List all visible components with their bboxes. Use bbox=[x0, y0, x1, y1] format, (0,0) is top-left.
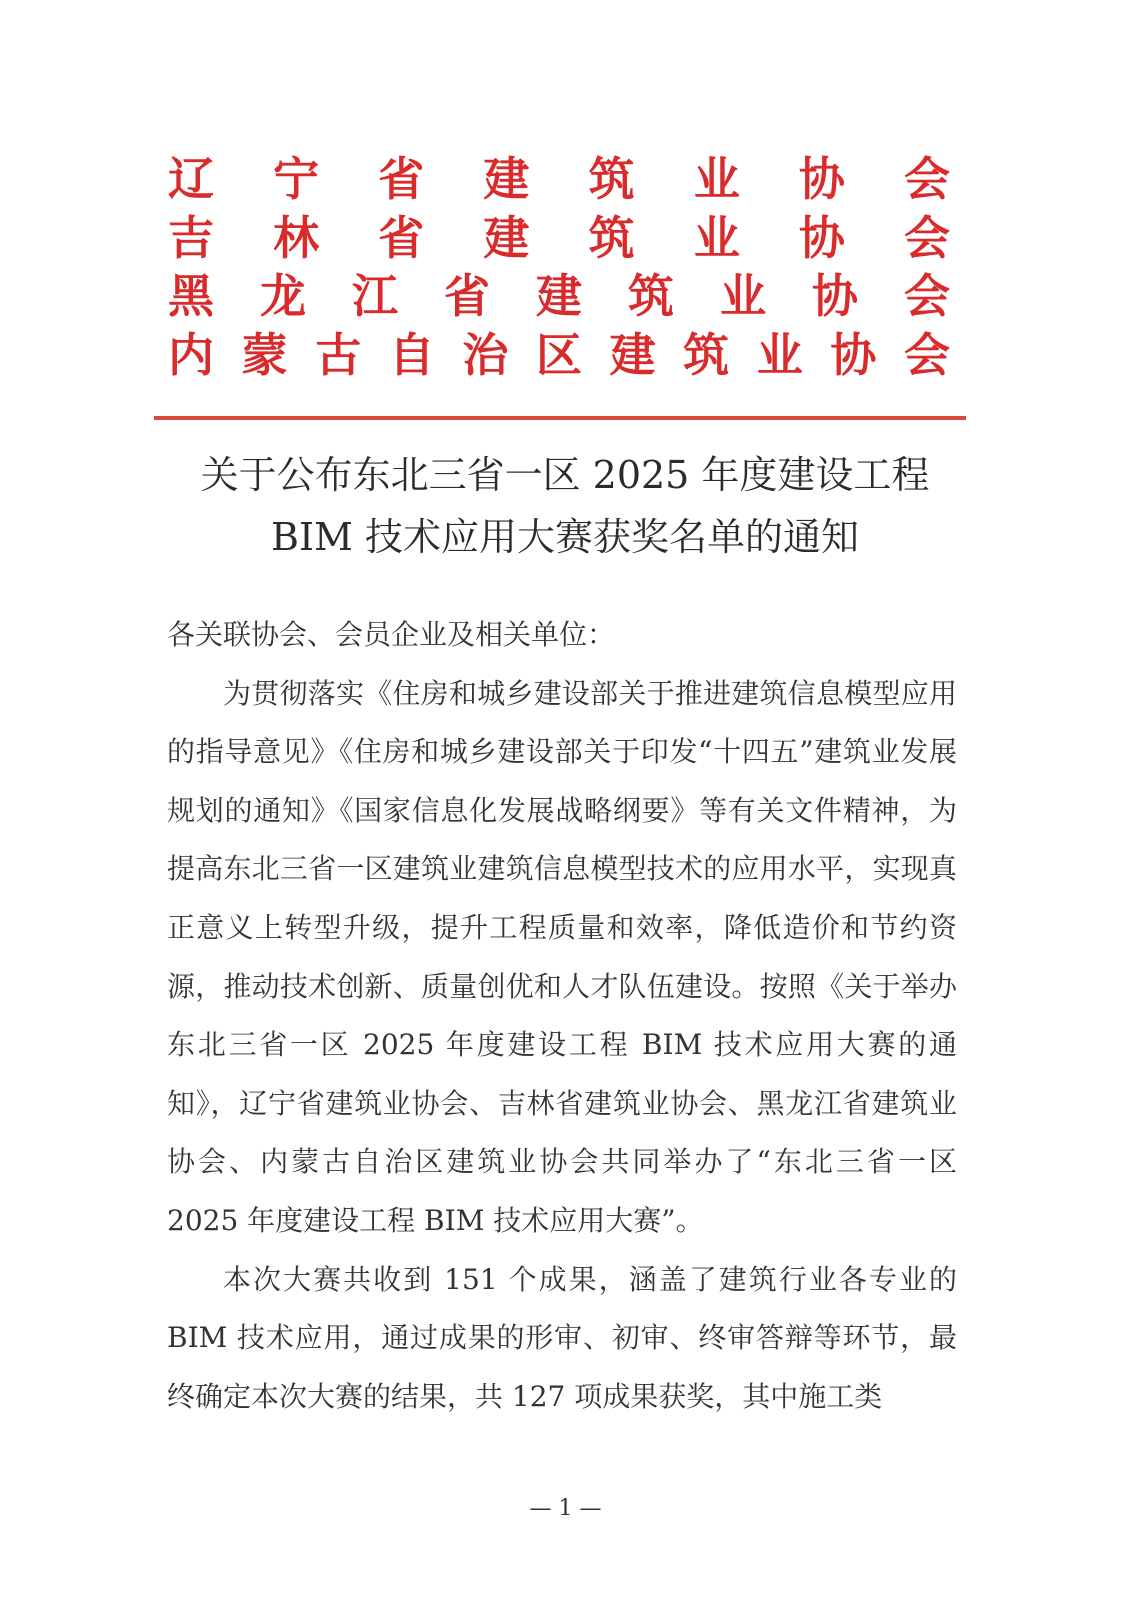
issuer-line-liaoning bbox=[168, 150, 950, 209]
issuer-char: 协 bbox=[798, 152, 845, 206]
issuer-char: 筑 bbox=[588, 210, 635, 265]
issuer-char: 协 bbox=[812, 269, 858, 323]
title-line-2: BIM 技术应用大赛获奖名单的通知 bbox=[271, 515, 859, 559]
issuer-char: 宁 bbox=[273, 152, 320, 206]
issuer-char: 吉 bbox=[168, 210, 214, 265]
issuer-char: 自 bbox=[388, 327, 435, 382]
issuer-char: 内 bbox=[168, 327, 214, 382]
issuer-line-jilin bbox=[168, 209, 950, 268]
paragraph-1: 为贯彻落实《住房和城乡建设部关于推进建筑信息模型应用的指导意见》《住房和城乡建设部关于印发“十四五”建筑业发展规划的通知》《国家信息化发展战略纲要》等有关文件精神，为提高东北三省一区建筑业建筑信息模型技术的应用水平，实现真正意义上转型升级，提升工程质量和效率，降低造价和节约资源，推动技术创新、质量创优和人才队伍建设。按照《关于举办东北三省一区 2025 年度建设工程 BIM 技术应用大赛的通知》，辽宁省建筑业协会、吉林省建筑业协会、黑龙江省建筑业协会、内蒙古自治区建筑业协会共同举办了“东北三省一区 2025 年度建设工程 BIM 技术应用大赛”。 bbox=[167, 676, 957, 1237]
issuer-char: 建 bbox=[483, 152, 530, 206]
document-title bbox=[140, 444, 990, 568]
page-number: — 1 — bbox=[529, 1496, 602, 1521]
header-divider bbox=[154, 416, 966, 420]
issuer-char: 业 bbox=[720, 269, 766, 323]
issuer-char: 业 bbox=[693, 152, 740, 206]
issuer-header bbox=[168, 150, 950, 384]
issuer-char: 古 bbox=[315, 327, 362, 382]
issuer-char: 黑 bbox=[168, 269, 214, 323]
document-body bbox=[167, 606, 957, 1426]
issuer-char: 建 bbox=[536, 269, 582, 323]
issuer-char: 省 bbox=[378, 210, 425, 265]
issuer-char: 业 bbox=[756, 327, 803, 382]
issuer-line-heilongjiang bbox=[168, 267, 950, 326]
paragraph-2: 本次大赛共收到 151 个成果，涵盖了建筑行业各专业的 BIM 技术应用，通过成果的形审、初审、终审答辩等环节，最终确定本次大赛的结果，共 127 项成果获奖，其中施工类 bbox=[167, 1262, 957, 1413]
issuer-char: 区 bbox=[535, 327, 582, 382]
issuer-char: 会 bbox=[904, 269, 950, 323]
issuer-char: 筑 bbox=[588, 152, 635, 206]
issuer-char: 省 bbox=[378, 152, 425, 206]
issuer-char: 治 bbox=[462, 327, 509, 382]
issuer-char: 江 bbox=[352, 269, 398, 323]
issuer-char: 林 bbox=[273, 210, 320, 265]
issuer-char: 会 bbox=[903, 327, 950, 382]
issuer-char: 协 bbox=[798, 210, 845, 265]
issuer-char: 龙 bbox=[260, 269, 306, 323]
salutation: 各关联协会、会员企业及相关单位： bbox=[167, 618, 616, 651]
issuer-char: 建 bbox=[483, 210, 530, 265]
issuer-char: 筑 bbox=[683, 327, 730, 382]
issuer-char: 筑 bbox=[628, 269, 674, 323]
title-line-1: 关于公布东北三省一区 2025 年度建设工程 bbox=[200, 453, 930, 497]
issuer-char: 省 bbox=[444, 269, 490, 323]
issuer-char: 蒙 bbox=[241, 327, 288, 382]
issuer-char: 业 bbox=[693, 210, 740, 265]
issuer-char: 会 bbox=[903, 210, 950, 265]
issuer-char: 建 bbox=[609, 327, 656, 382]
issuer-line-inner-mongolia bbox=[168, 326, 950, 385]
issuer-char: 辽 bbox=[168, 152, 214, 206]
issuer-char: 会 bbox=[903, 152, 950, 206]
issuer-char: 协 bbox=[830, 327, 877, 382]
